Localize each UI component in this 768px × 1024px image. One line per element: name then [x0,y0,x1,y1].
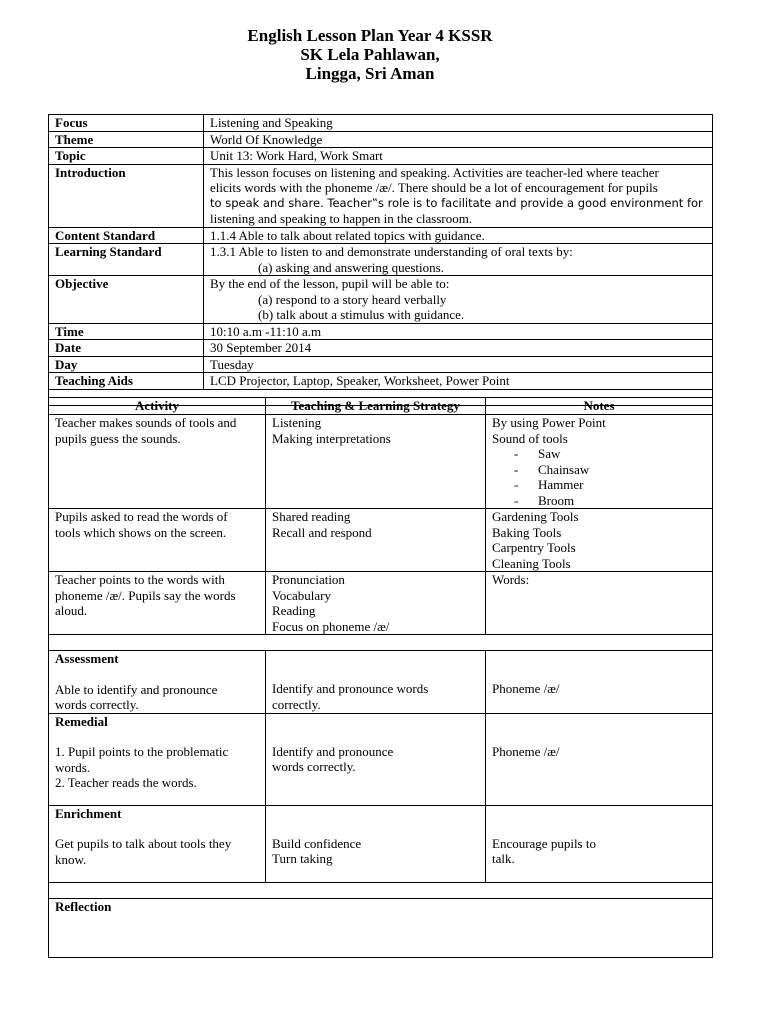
strategy-line: Recall and respond [272,524,372,540]
assessment-line: Able to identify and pronounce [55,681,218,697]
remedial-notes-cell [486,713,713,805]
remedial-title: Remedial [55,713,108,729]
remedial-notes-line: Phoneme /æ/ [492,743,560,759]
learning-standard-line: 1.3.1 Able to listen to and demonstrate understanding of oral texts by: [210,244,573,259]
strategy-line: Shared reading [272,509,351,524]
title-line-3: Lingga, Sri Aman [305,64,435,83]
tool-item: - Chainsaw [514,461,590,477]
theme-label: Theme [49,131,204,148]
activity-header: Activity [49,398,266,415]
introduction-value [204,164,713,227]
notes-header: Notes [486,398,713,415]
enrichment-strategy-line: Turn taking [272,851,333,866]
strategy-line: Listening [272,415,322,430]
activity-cell [49,572,266,635]
strategy-cell [266,509,486,572]
assessment-strategy-line: correctly. [272,696,321,712]
learning-standard-row [49,244,713,276]
spacer-row [49,882,713,898]
remedial-strategy-line: Identify and pronounce [272,743,394,759]
objective-value [204,276,713,324]
teaching-aids-label: Teaching Aids [49,373,204,390]
strategy-line: Focus on phoneme /æ/ [272,618,390,634]
enrichment-strategy-cell [266,805,486,882]
activity-line: Pupils asked to read the words of [55,509,228,524]
activity-line: pupils guess the sounds. [55,430,181,446]
activities-header-row [49,398,713,415]
enrichment-notes-line: talk. [492,851,515,866]
enrichment-line: Get pupils to talk about tools they [55,836,232,851]
remedial-line: words. [55,759,91,775]
activity-row-3 [49,572,713,635]
strategy-line: Making interpretations [272,430,391,446]
notes-cell [486,509,713,572]
lesson-info-table [48,114,713,406]
introduction-line: This lesson focuses on listening and speaking. Activities are teacher-led where teacher [210,164,659,180]
activity-line: aloud. [55,603,88,618]
tool-item: - Hammer [514,477,584,492]
activity-row-2 [49,509,713,572]
assessment-title: Assessment [55,651,119,666]
content-standard-row [49,227,713,244]
theme-value: World Of Knowledge [204,131,713,148]
introduction-label: Introduction [49,164,204,227]
notes-line: Words: [492,572,530,587]
teaching-aids-value: LCD Projector, Laptop, Speaker, Worksheet, Power Point [204,373,713,390]
focus-label: Focus [49,115,204,132]
activity-row-1 [49,415,713,509]
date-value: 30 September 2014 [204,340,713,357]
objective-line: (a) respond to a story heard verbally [258,291,447,307]
day-row [49,356,713,373]
title-line-2: SK Lela Pahlawan, [300,45,440,64]
topic-row [49,148,713,165]
introduction-line: listening and speaking to happen in the classroom. [210,211,473,226]
document-title [0,26,740,83]
date-row [49,340,713,357]
notes-line: By using Power Point [492,415,606,430]
assessment-row [49,651,713,714]
strategy-line: Pronunciation [272,572,345,587]
introduction-line: elicits words with the phoneme /æ/. There should be a lot of encouragement for pupils [210,180,658,195]
enrichment-line: know. [55,851,87,867]
learning-standard-line: (a) asking and answering questions. [258,259,444,275]
focus-value: Listening and Speaking [204,115,713,132]
enrichment-notes-cell [486,805,713,882]
notes-line: Cleaning Tools [492,555,571,571]
remedial-strategy-line: words correctly. [272,759,356,774]
strategy-line: Vocabulary [272,587,331,603]
strategy-line: Reading [272,603,316,618]
day-label: Day [49,356,204,373]
activity-line: phoneme /æ/. Pupils say the words [55,587,236,603]
remedial-cell [49,713,266,805]
time-label: Time [49,323,204,340]
time-value: 10:10 a.m -11:10 a.m [204,323,713,340]
title-line-1: English Lesson Plan Year 4 KSSR [247,26,493,45]
reflection-row [49,898,713,957]
enrichment-strategy-line: Build confidence [272,835,362,851]
teaching-aids-row [49,373,713,390]
remedial-line: 2. Teacher reads the words. [55,775,197,790]
time-row [49,323,713,340]
introduction-row [49,164,713,227]
notes-cell [486,572,713,635]
notes-cell [486,415,713,509]
notes-line: Sound of tools [492,430,568,446]
theme-row [49,131,713,148]
activity-line: Teacher makes sounds of tools and [55,415,237,430]
objective-line: (b) talk about a stimulus with guidance. [258,307,465,322]
learning-standard-value [204,244,713,276]
strategy-cell [266,415,486,509]
assessment-notes-line: Phoneme /æ/ [492,681,560,696]
remedial-row [49,713,713,805]
assessment-strategy-cell [266,651,486,714]
content-standard-label: Content Standard [49,227,204,244]
remedial-strategy-cell [266,713,486,805]
day-value: Tuesday [204,356,713,373]
reflection-cell [49,898,713,957]
tool-item: - Saw [514,446,561,461]
date-label: Date [49,340,204,357]
assessment-line: words correctly. [55,697,139,712]
spacer-row [49,635,713,651]
enrichment-row [49,805,713,882]
enrichment-title: Enrichment [55,805,122,821]
learning-standard-label: Learning Standard [49,244,204,276]
focus-row [49,115,713,132]
topic-label: Topic [49,148,204,165]
tool-item: - Broom [514,492,575,508]
notes-line: Carpentry Tools [492,540,576,555]
topic-value: Unit 13: Work Hard, Work Smart [204,148,713,165]
content-standard-value: 1.1.4 Able to talk about related topics with guidance. [204,227,713,244]
activity-line: Teacher points to the words with [55,572,225,587]
activity-cell [49,509,266,572]
strategy-cell [266,572,486,635]
objective-label: Objective [49,276,204,324]
enrichment-cell [49,805,266,882]
objective-line: By the end of the lesson, pupil will be able to: [210,276,450,291]
assessment-cell [49,651,266,714]
activities-table [48,397,713,958]
activity-line: tools which shows on the screen. [55,524,227,540]
assessment-notes-cell [486,651,713,714]
introduction-line: to speak and share. Teacher‟s role is to facilitate and provide a good environment for [210,195,703,210]
objective-row [49,276,713,324]
activity-cell [49,415,266,509]
notes-line: Gardening Tools [492,509,579,524]
assessment-strategy-line: Identify and pronounce words [272,681,429,696]
notes-line: Baking Tools [492,524,562,540]
enrichment-notes-line: Encourage pupils to [492,835,596,851]
strategy-header: Teaching & Learning Strategy [266,398,486,415]
remedial-line: 1. Pupil points to the problematic [55,744,229,759]
reflection-title: Reflection [55,898,112,914]
